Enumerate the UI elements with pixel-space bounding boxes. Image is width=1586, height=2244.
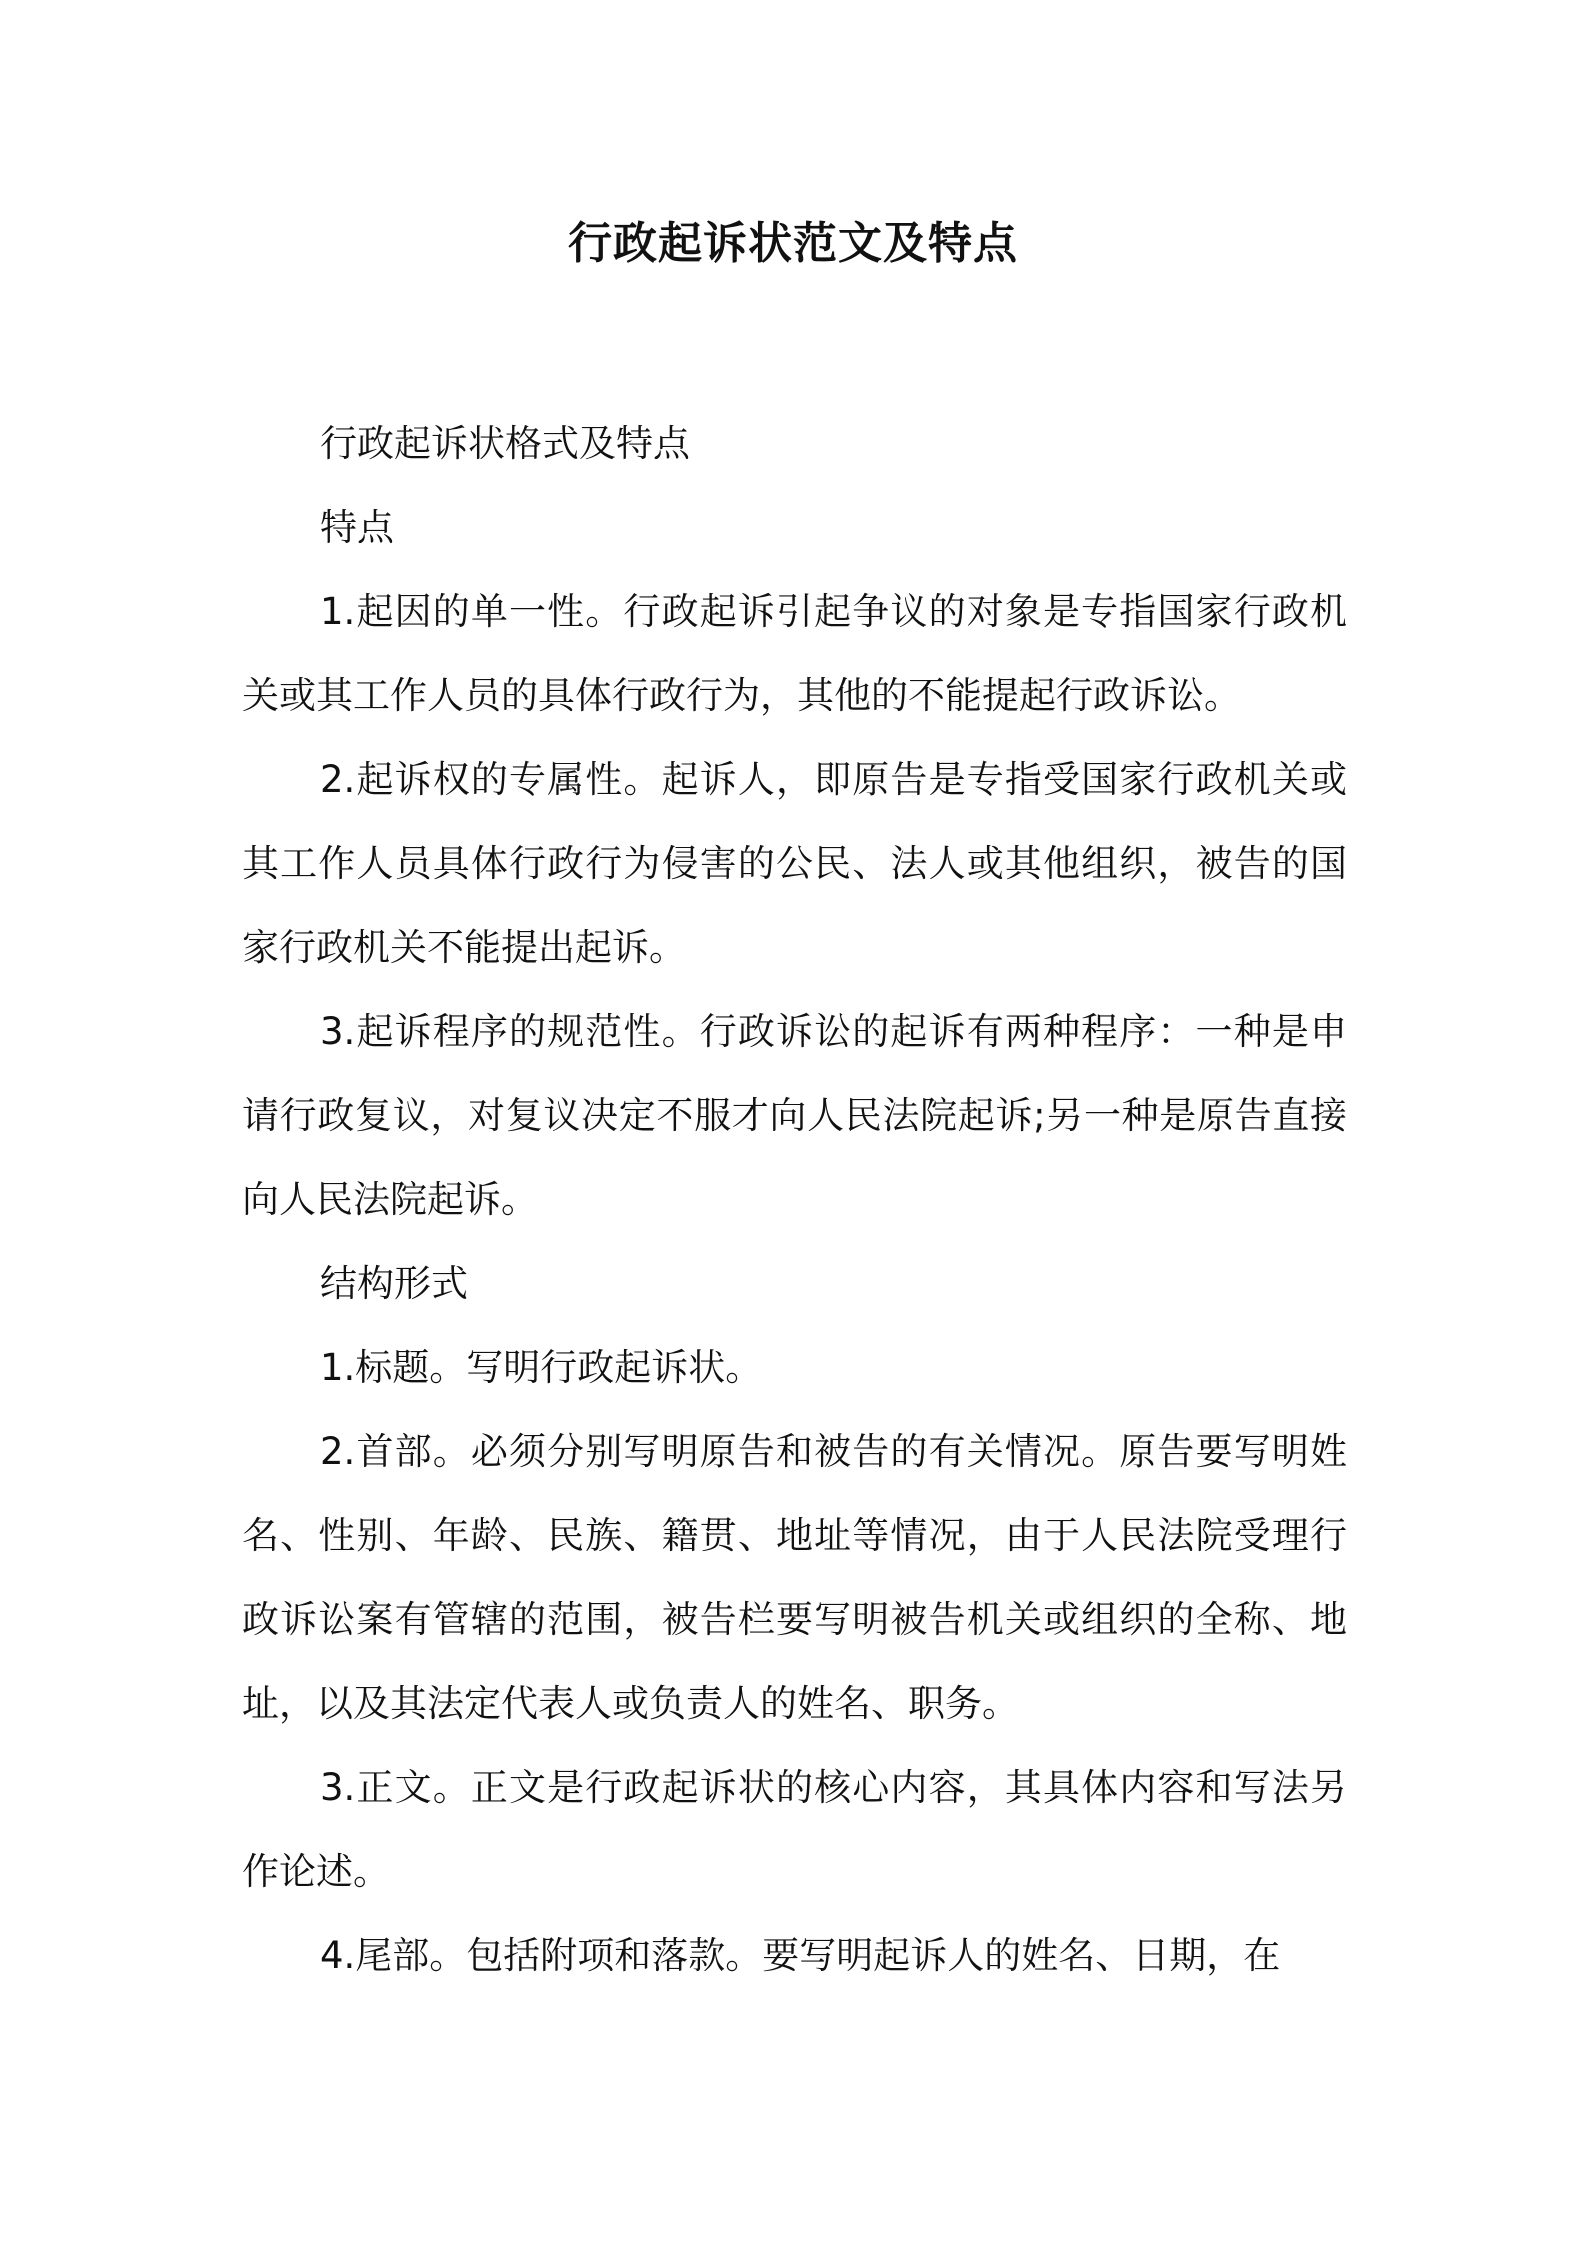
paragraph-structure-3: 3.正文。正文是行政起诉状的核心内容，其具体内容和写法另作论述。 [242,1766,1347,1893]
paragraph-structure-2: 2.首部。必须分别写明原告和被告的有关情况。原告要写明姓名、性别、年龄、民族、籍贯、地址等情况，由于人民法院受理行政诉讼案有管辖的范围，被告栏要写明被告机关或组织的全称、地址，以及其法定代表人或负责人的姓名、职务。 [242,1430,1347,1725]
paragraph-feature-3: 3.起诉程序的规范性。行政诉讼的起诉有两种程序：一种是申请行政复议，对复议决定不服才向人民法院起诉;另一种是原告直接向人民法院起诉。 [242,1010,1347,1221]
paragraph-feature-2: 2.起诉权的专属性。起诉人，即原告是专指受国家行政机关或其工作人员具体行政行为侵害的公民、法人或其他组织，被告的国家行政机关不能提出起诉。 [242,758,1347,969]
paragraph-feature-1: 1.起因的单一性。行政起诉引起争议的对象是专指国家行政机关或其工作人员的具体行政行为，其他的不能提起行政诉讼。 [242,590,1347,717]
paragraph-features-heading: 特点 [320,506,394,549]
document-body [242,402,1347,1998]
document-title: 行政起诉状范文及特点 [568,218,1018,269]
paragraph-format-heading: 行政起诉状格式及特点 [320,422,690,465]
paragraph-structure-1: 1.标题。写明行政起诉状。 [320,1346,763,1389]
paragraph-structure-heading: 结构形式 [320,1262,468,1305]
paragraph-structure-4: 4.尾部。包括附项和落款。要写明起诉人的姓名、日期，在 [320,1934,1281,1977]
